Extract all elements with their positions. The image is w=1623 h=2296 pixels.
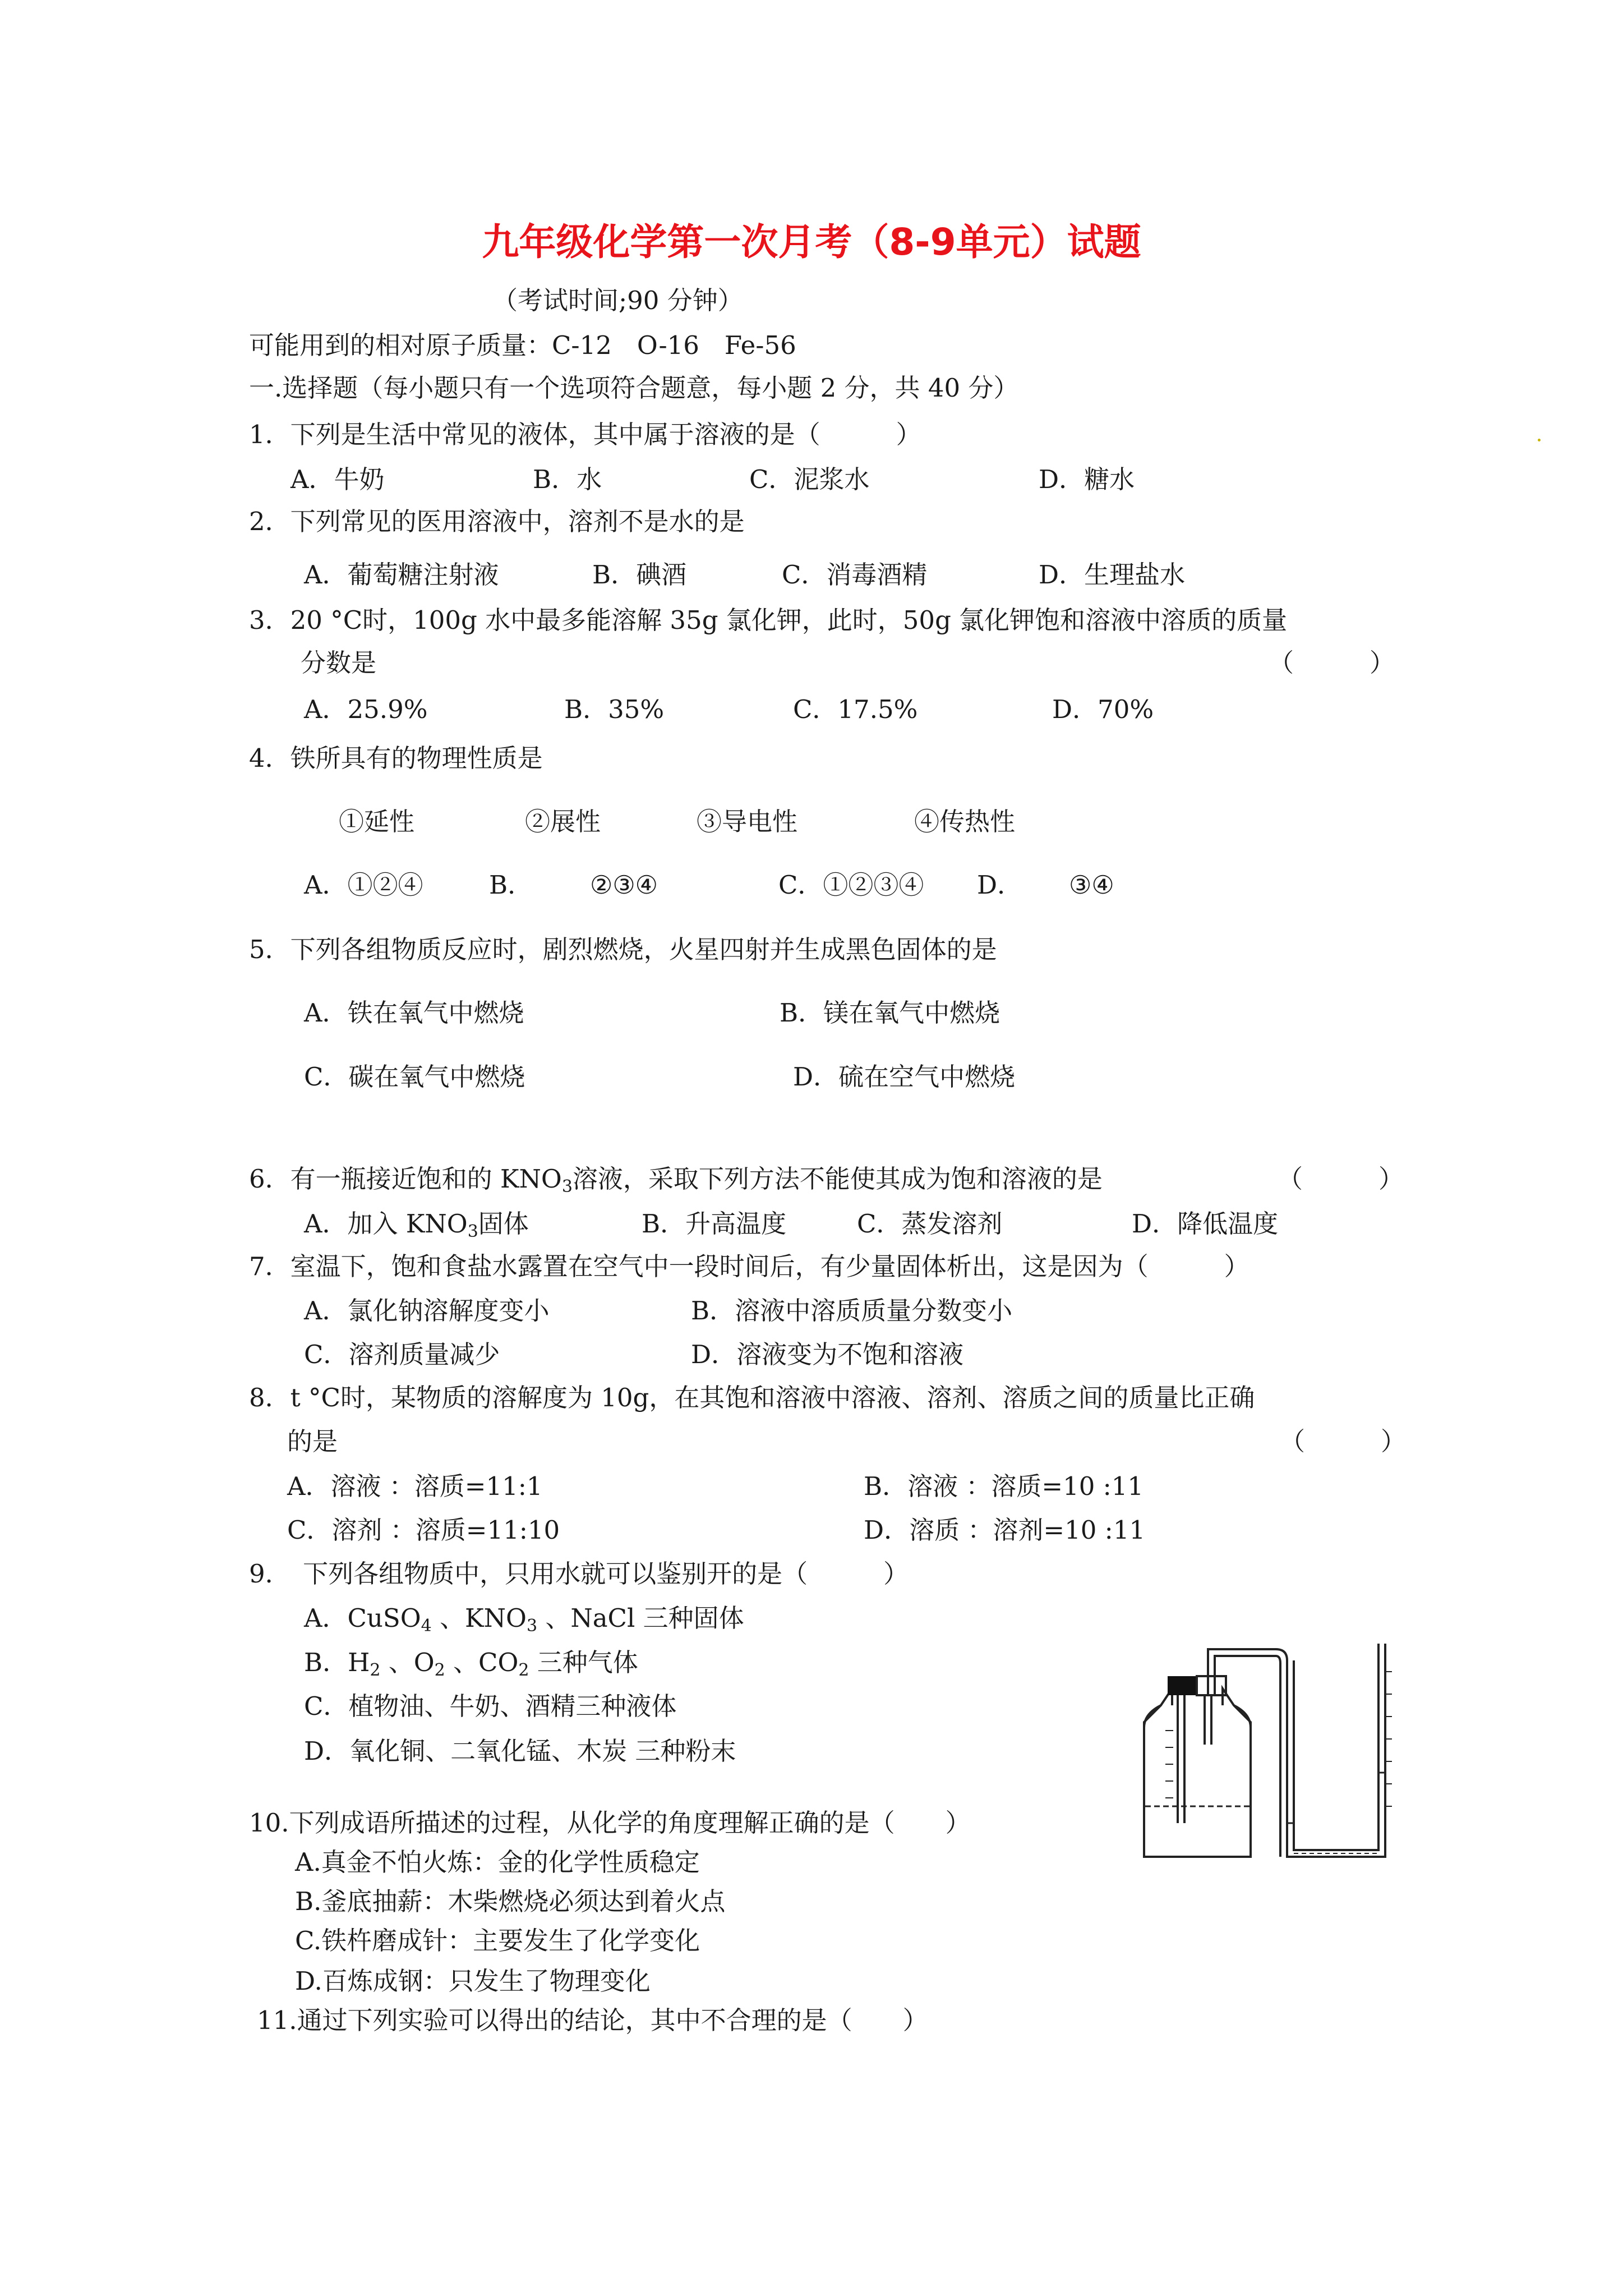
q4-option-d-letter: D．	[977, 870, 1023, 900]
q9-b-text: B．H	[304, 1648, 370, 1677]
q5-option-b: B．镁在氧气中燃烧	[780, 998, 1000, 1028]
question-3-stem-cont: 分数是	[301, 648, 377, 678]
q6-option-c: C．蒸发溶剂	[857, 1209, 1003, 1239]
question-7-stem: 7．室温下，饱和食盐水露置在空气中一段时间后，有少量固体析出，这是因为（ ）	[249, 1251, 1249, 1281]
q6-a-post: 固体	[478, 1209, 529, 1239]
q3-option-a: A．25.9%	[304, 694, 428, 724]
section-heading: 一.选择题（每小题只有一个选项符合题意，每小题 2 分，共 40 分）	[249, 373, 1019, 403]
q6-option-d: D．降低温度	[1132, 1209, 1279, 1239]
q1-option-c: C．泥浆水	[749, 464, 870, 494]
q7-option-c: C．溶剂质量减少	[304, 1340, 500, 1369]
question-4-stem: 4．铁所具有的物理性质是	[249, 743, 543, 773]
q8-option-a: A．溶液 ：溶质=11:1	[287, 1471, 543, 1501]
q5-option-d: D．硫在空气中燃烧	[793, 1062, 1016, 1092]
q9-a-sub-1: 4	[421, 1616, 432, 1636]
q3-option-c: C．17.5%	[793, 694, 918, 724]
question-11-stem: 11.通过下列实验可以得出的结论，其中不合理的是（ ）	[257, 2005, 928, 2035]
question-9-stem: 9． 下列各组物质中，只用水就可以鉴别开的是（ ）	[249, 1559, 909, 1589]
q5-option-c: C．碳在氧气中燃烧	[304, 1062, 525, 1092]
exam-title: 九年级化学第一次月考（8-9单元）试题	[482, 220, 1141, 264]
q9-option-c: C．植物油、牛奶、酒精三种液体	[304, 1691, 677, 1721]
question-1-stem: 1．下列是生活中常见的液体，其中属于溶液的是（ ）	[249, 420, 921, 449]
question-10-stem: 10.下列成语所描述的过程，从化学的角度理解正确的是（ ）	[249, 1808, 971, 1838]
q8-answer-blank: （ ）	[1280, 1427, 1407, 1456]
q4-property-1: ①延性	[339, 807, 415, 836]
q2-option-d: D．生理盐水	[1039, 560, 1186, 590]
question-6-stem	[249, 1162, 1103, 1196]
q3-option-b: B．35%	[564, 694, 665, 724]
question-2-stem: 2．下列常见的医用溶液中，溶剂不是水的是	[249, 507, 745, 536]
exam-time: （考试时间;90 分钟）	[492, 286, 743, 315]
atomic-masses: 可能用到的相对原子质量：C-12 O-16 Fe-56	[249, 330, 796, 360]
q4-option-c: C．①②③④	[778, 870, 924, 900]
q6-stem-pre: 6．有一瓶接近饱和的 KNO	[249, 1164, 562, 1194]
q6-answer-blank: （ ）	[1278, 1164, 1404, 1194]
q3-option-d: D．70%	[1052, 694, 1154, 724]
q8-option-c: C．溶剂 ：溶质=11:10	[287, 1515, 560, 1545]
question-8-stem-cont: 的是	[287, 1427, 338, 1456]
q9-b-sub-1: 2	[370, 1660, 381, 1680]
q7-option-b: B．溶液中溶质质量分数变小	[691, 1296, 1013, 1326]
q10-option-b: B.釜底抽薪：木柴燃烧必须达到着火点	[295, 1887, 726, 1916]
q7-option-d: D．溶液变为不饱和溶液	[691, 1340, 964, 1369]
q2-option-b: B．碘酒	[592, 560, 687, 590]
q4-option-b: ②③④	[590, 870, 658, 900]
q10-option-c: C.铁杵磨成针：主要发生了化学变化	[295, 1926, 700, 1955]
q5-option-a: A．铁在氧气中燃烧	[304, 998, 524, 1028]
q4-property-4: ④传热性	[914, 807, 1016, 836]
q9-a-text-3: 、NaCl 三种固体	[537, 1603, 744, 1633]
q9-b-sub-2: 2	[434, 1660, 445, 1680]
bottle-stopper	[1168, 1676, 1197, 1695]
q6-stem-post: 溶液，采取下列方法不能使其成为饱和溶液的是	[572, 1164, 1103, 1194]
q3-answer-blank: （ ）	[1269, 648, 1395, 678]
q10-option-d: D.百炼成钢：只发生了物理变化	[295, 1966, 651, 1996]
q2-option-a: A．葡萄糖注射液	[304, 560, 499, 590]
q10-option-a: A.真金不怕火炼：金的化学性质稳定	[295, 1847, 700, 1877]
q1-option-d: D．糖水	[1039, 464, 1135, 494]
stray-dot-mark	[1538, 439, 1541, 441]
q9-b-sub-3: 2	[518, 1660, 529, 1680]
q4-option-b-letter: B．	[489, 870, 533, 900]
question-3-stem: 3．20 °C时，100g 水中最多能溶解 35g 氯化钾，此时，50g 氯化钾饱和溶液中溶质的质量	[249, 605, 1288, 635]
q9-a-text-2: 、KNO	[431, 1603, 527, 1633]
q4-option-a: A．①②④	[304, 870, 423, 900]
question-8-stem: 8．t °C时，某物质的溶解度为 10g，在其饱和溶液中溶液、溶剂、溶质之间的质量比正确	[249, 1383, 1255, 1412]
q1-option-a: A．牛奶	[291, 464, 385, 494]
q6-stem-sub: 3	[561, 1177, 573, 1197]
q6-option-a	[304, 1207, 529, 1241]
question-5-stem: 5．下列各组物质反应时，剧烈燃烧，火星四射并生成黑色固体的是	[249, 935, 997, 964]
q4-option-d: ③④	[1069, 870, 1114, 900]
q8-option-b: B．溶液 ：溶质=10 :11	[864, 1471, 1144, 1501]
q2-option-c: C．消毒酒精	[782, 560, 928, 590]
q4-property-3: ③导电性	[697, 807, 798, 836]
q9-option-a	[304, 1602, 744, 1635]
q8-option-d: D．溶质 ：溶剂=10 :11	[864, 1515, 1146, 1545]
q6-a-sub: 3	[467, 1222, 478, 1241]
q9-b-text-4: 三种气体	[529, 1648, 638, 1677]
q1-option-b: B．水	[533, 464, 602, 494]
q9-a-sub-2: 3	[526, 1616, 538, 1636]
q9-b-text-2: 、O	[380, 1648, 435, 1677]
apparatus-diagram	[1138, 1638, 1402, 1868]
q7-option-a: A．氯化钠溶解度变小	[304, 1296, 550, 1326]
q6-option-b: B．升高温度	[642, 1209, 787, 1239]
q9-b-text-3: 、CO	[445, 1648, 519, 1677]
q9-option-d: D．氧化铜、二氧化锰、木炭 三种粉末	[304, 1736, 736, 1766]
q4-property-2: ②展性	[525, 807, 601, 836]
q9-option-b	[304, 1646, 638, 1680]
q9-a-text: A．CuSO	[304, 1603, 421, 1633]
q6-a-pre: A．加入 KNO	[304, 1209, 468, 1239]
